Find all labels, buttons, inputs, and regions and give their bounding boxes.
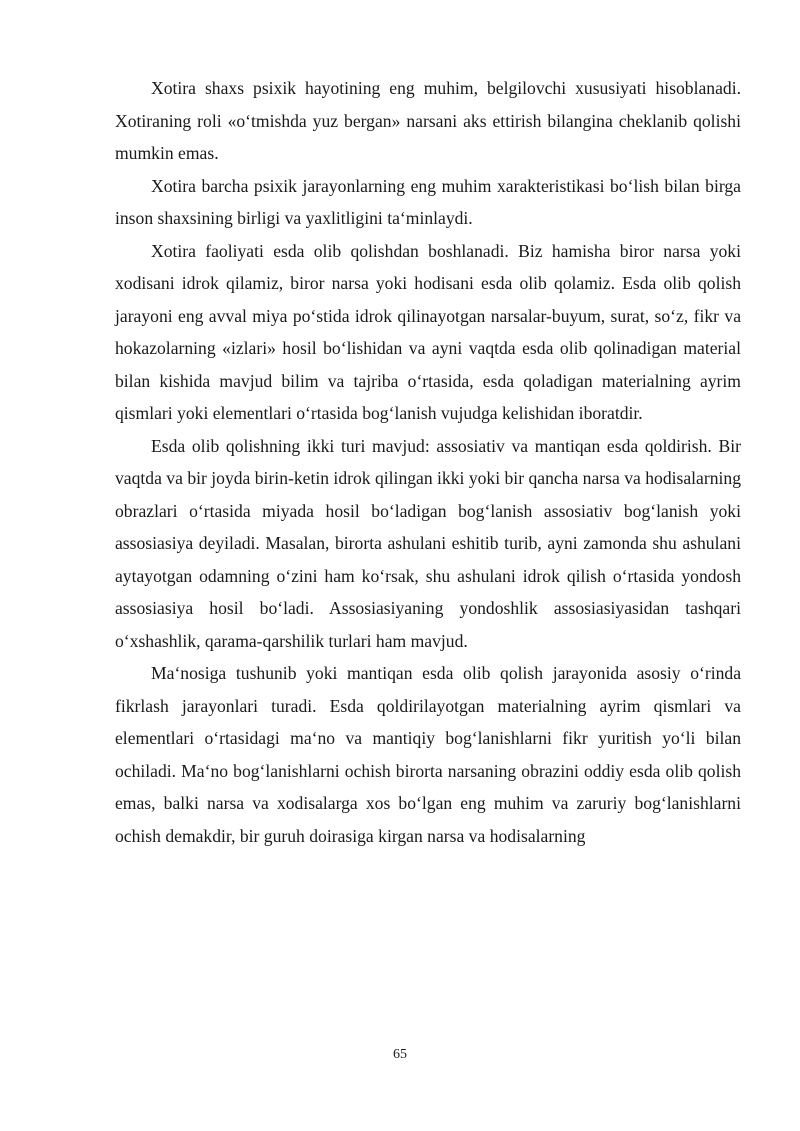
page-body	[115, 72, 741, 852]
paragraph: Maʻnosiga tushunib yoki mantiqan esda olib qolish jarayonida asosiy oʻrinda fikrlash jarayonlari turadi. Esda qoldirilayotgan materialning ayrim qismlari va elementlari oʻrtasidagi maʻno va mantiqiy bogʻlanishlarni fikr yuritish yoʻli bilan ochiladi. Maʻno bogʻlanishlarni ochish birorta narsaning obrazini oddiy esda olib qolish emas, balki narsa va xodisalarga xos boʻlgan eng muhim va zaruriy bogʻlanishlarni ochish demakdir, bir guruh doirasiga kirgan narsa va hodisalarning	[115, 663, 741, 846]
paragraph: Esda olib qolishning ikki turi mavjud: assosiativ va mantiqan esda qoldirish. Bir vaqtda va bir joyda birin-ketin idrok qilingan ikki yoki bir qancha narsa va hodisalarning obrazlari oʻrtasida miyada hosil boʻladigan bogʻlanish assosiativ bogʻlanish yoki assosiasiya deyiladi. Masalan, birorta ashulani eshitib turib, ayni zamonda shu ashulani aytayotgan odamning oʻzini ham koʻrsak, shu ashulani idrok qilish oʻrtasida yondosh assosiasiya hosil boʻladi. Assosiasiyaning yondoshlik assosiasiyasidan tashqari oʻxshashlik, qarama-qarshilik turlari ham mavjud.	[115, 435, 741, 651]
paragraph: Xotira shaxs psixik hayotining eng muhim, belgilovchi xususiyati hisoblanadi. Xotiraning roli «oʻtmishda yuz bergan» narsani aks ettirish bilangina cheklanib qolishi mumkin emas.	[115, 78, 741, 163]
paragraph: Xotira faoliyati esda olib qolishdan boshlanadi. Biz hamisha biror narsa yoki xodisani idrok qilamiz, biror narsa yoki hodisani esda olib qolamiz. Esda olib qolish jarayoni eng avval miya poʻstida idrok qilinayotgan narsalar-buyum, surat, soʻz, fikr va hokazolarning «izlari» hosil boʻlishidan va ayni vaqtda esda olib qolinadigan material bilan kishida mavjud bilim va tajriba oʻrtasida, esda qoladigan materialning ayrim qismlari yoki elementlari oʻrtasida bogʻlanish vujudga kelishidan iboratdir.	[115, 240, 741, 423]
page-number: 65	[393, 1047, 407, 1062]
paragraph: Xotira barcha psixik jarayonlarning eng muhim xarakteristikasi boʻlish bilan birga inson shaxsining birligi va yaxlitligini taʻminlaydi.	[115, 175, 741, 228]
